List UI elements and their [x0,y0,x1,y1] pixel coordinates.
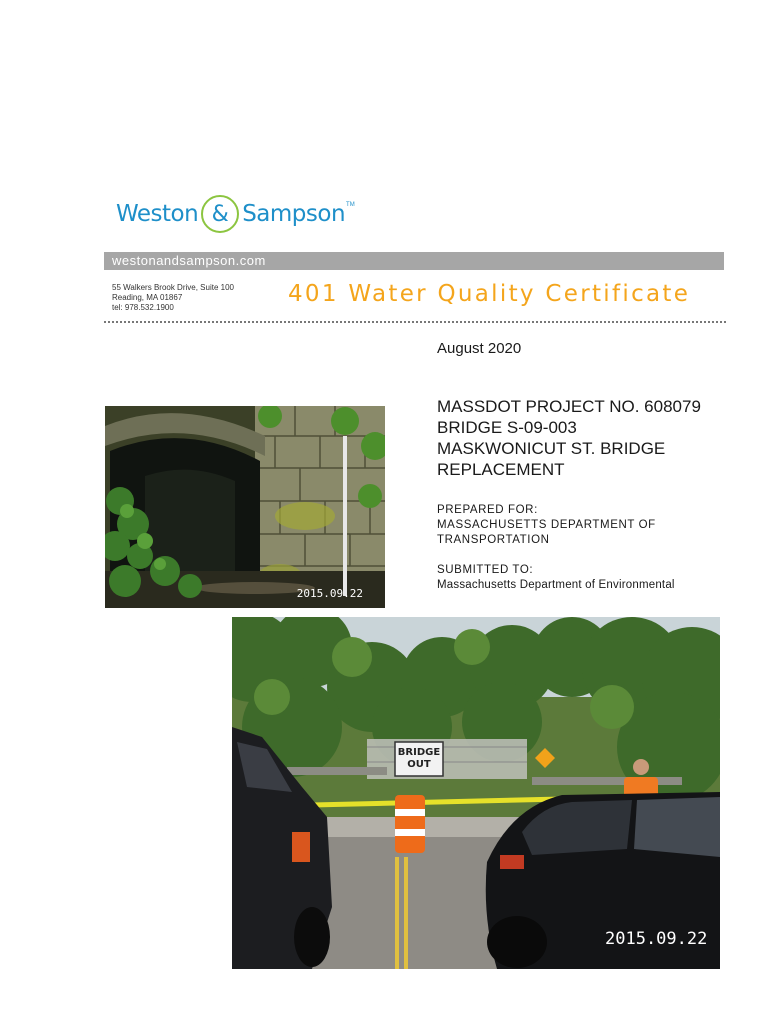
dotted-divider [104,321,726,323]
logo-trademark: TM [346,202,355,208]
road-photo-date-stamp: 2015.09.22 [605,929,708,949]
document-title: 401 Water Quality Certificate [288,281,691,307]
website-bar [104,252,724,270]
bridge-name: MASKWONICUT ST. BRIDGE [437,439,666,458]
culvert-photo-date-stamp: 2015.09.22 [296,587,363,600]
address-line-street: 55 Walkers Brook Drive, Suite 100 [112,283,234,292]
submitted-to-label: SUBMITTED TO: [437,564,534,576]
culvert-photo [105,406,385,608]
submitted-to-block [437,563,675,593]
address-line-city: Reading, MA 01867 [112,293,183,302]
prepared-for-label: PREPARED FOR: [437,504,538,516]
prepared-for-line-2: TRANSPORTATION [437,534,550,546]
website-url[interactable]: westonandsampson.com [112,253,266,268]
prepared-for-block [437,503,656,548]
project-heading [437,396,701,480]
bridge-out-sign [397,747,441,771]
bridge-out-sign-line-2: OUT [407,759,431,770]
project-number: MASSDOT PROJECT NO. 608079 [437,397,701,416]
bridge-number: BRIDGE S-09-003 [437,418,577,437]
address-line-phone: tel: 978.532.1900 [112,303,174,312]
logo-ampersand-icon: & [201,195,239,233]
logo-word-weston: Weston [116,201,199,227]
company-address [112,283,234,313]
prepared-for-line-1: MASSACHUSETTS DEPARTMENT OF [437,519,656,531]
document-date: August 2020 [437,340,522,357]
submitted-to-value: Massachusetts Department of Environmental [437,579,675,591]
logo-word-sampson: Sampson [242,201,346,227]
culvert-photo-illustration [105,406,385,608]
bridge-closure-photo-illustration [232,617,720,969]
bridge-closure-photo [232,617,720,969]
weston-sampson-logo [116,192,355,236]
bridge-out-sign-line-1: BRIDGE [397,747,441,758]
project-type: REPLACEMENT [437,460,565,479]
